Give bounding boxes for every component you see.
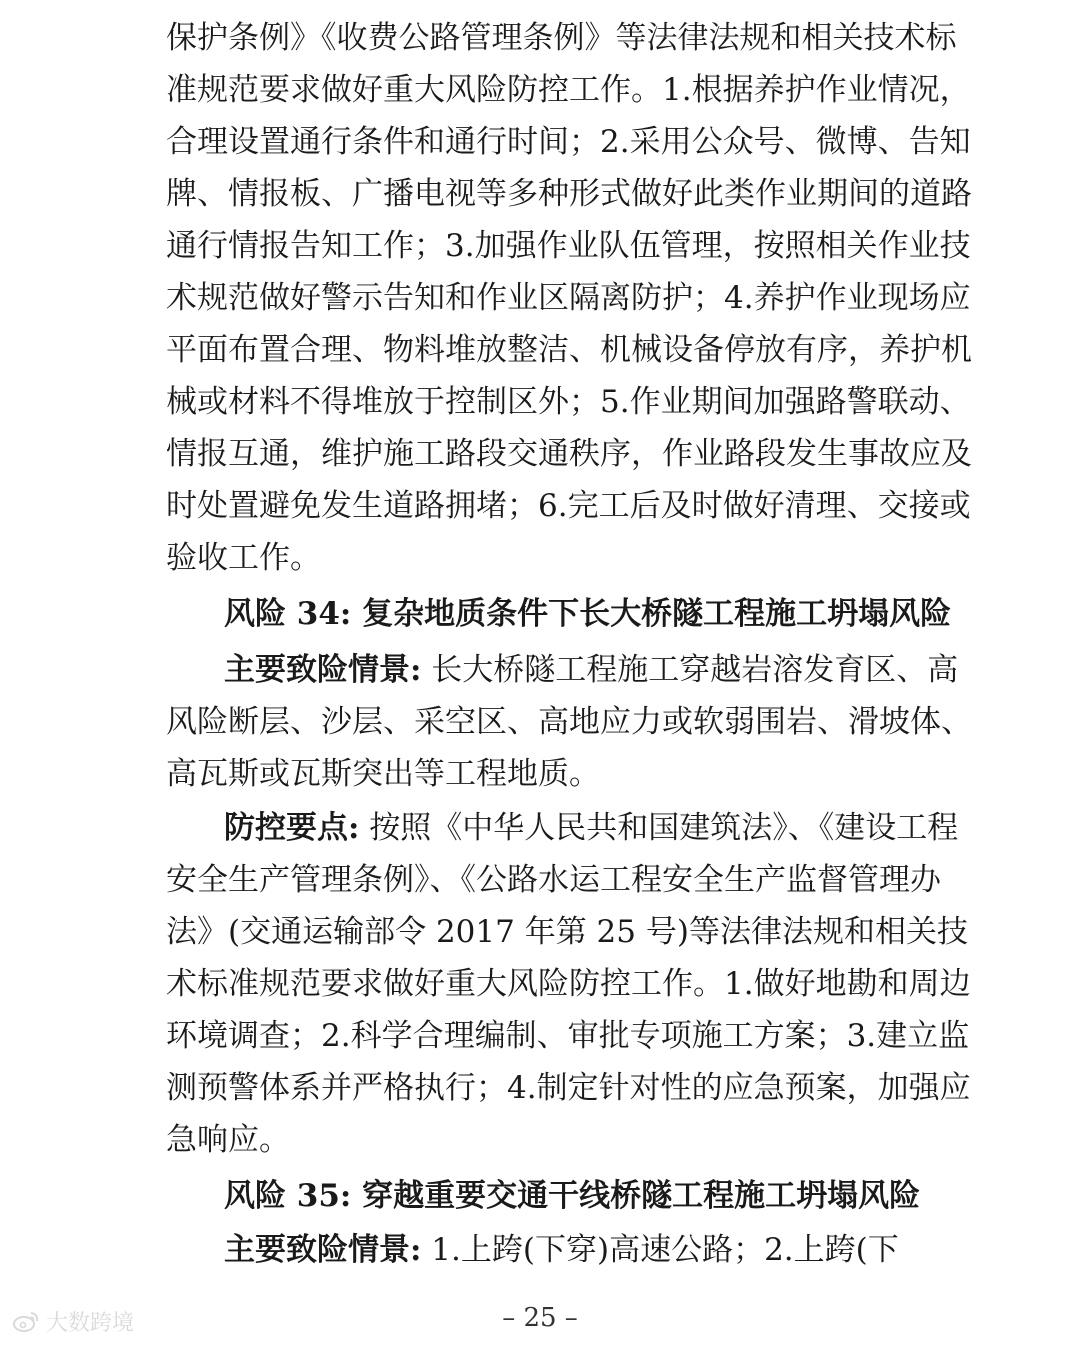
risk-34-scenario-line — [224, 650, 959, 690]
risk-34-scenario-line: 高瓦斯或瓦斯突出等工程地质。 — [166, 756, 600, 792]
control-label: 防控要点: — [224, 810, 360, 846]
risk-35-scenario-line — [224, 1230, 899, 1270]
watermark-text: 大数跨境 — [46, 1311, 135, 1336]
paragraph-line: 通行情报告知工作；3.加强作业队伍管理，按照相关作业技 — [166, 228, 971, 264]
control-text: 按照《中华人民共和国建筑法》、《建设工程 — [359, 810, 959, 846]
risk-34-control-line: 法》(交通运输部令 2017 年第 25 号)等法律法规和相关技 — [166, 914, 968, 950]
paragraph-line: 术规范做好警示告知和作业区隔离防护；4.养护作业现场应 — [166, 280, 971, 316]
watermark — [12, 1306, 134, 1337]
page-number: – 25 – — [502, 1303, 578, 1333]
risk-35-heading: 风险 35: 穿越重要交通干线桥隧工程施工坍塌风险 — [224, 1178, 921, 1214]
scenario-text: 1.上跨(下穿)高速公路；2.上跨(下 — [421, 1232, 899, 1268]
paragraph-line: 情报互通，维护施工路段交通秩序，作业路段发生事故应及 — [166, 436, 972, 472]
paragraph-line: 合理设置通行条件和通行时间；2.采用公众号、微博、告知 — [166, 124, 971, 160]
risk-34-control-line: 安全生产管理条例》、《公路水运工程安全生产监督管理办 — [166, 862, 941, 898]
scenario-text: 长大桥隧工程施工穿越岩溶发育区、高 — [421, 652, 959, 688]
risk-34-control-line: 术标准规范要求做好重大风险防控工作。1.做好地勘和周边 — [166, 966, 971, 1002]
risk-34-control-line: 测预警体系并严格执行；4.制定针对性的应急预案，加强应 — [166, 1070, 971, 1106]
paragraph-line: 时处置避免发生道路拥堵；6.完工后及时做好清理、交接或 — [166, 488, 971, 524]
paragraph-line: 牌、情报板、广播电视等多种形式做好此类作业期间的道路 — [166, 176, 972, 212]
paragraph-line: 平面布置合理、物料堆放整洁、机械设备停放有序，养护机 — [166, 332, 972, 368]
weibo-icon — [12, 1310, 40, 1334]
paragraph-line: 验收工作。 — [166, 540, 321, 576]
risk-34-heading: 风险 34: 复杂地质条件下长大桥隧工程施工坍塌风险 — [224, 596, 952, 632]
paragraph-line: 械或材料不得堆放于控制区外；5.作业期间加强路警联动、 — [166, 384, 971, 420]
risk-34-scenario-line: 风险断层、沙层、采空区、高地应力或软弱围岩、滑坡体、 — [166, 704, 972, 740]
risk-34-control-line: 环境调查；2.科学合理编制、审批专项施工方案；3.建立监 — [166, 1018, 970, 1054]
scenario-label: 主要致险情景: — [224, 652, 422, 688]
paragraph-line: 准规范要求做好重大风险防控工作。1.根据养护作业情况， — [166, 72, 971, 108]
risk-34-control-line: 急响应。 — [166, 1122, 290, 1158]
scenario-label: 主要致险情景: — [224, 1232, 422, 1268]
paragraph-line: 保护条例》《收费公路管理条例》等法律法规和相关技术标 — [166, 20, 957, 56]
risk-34-control-line — [224, 808, 959, 848]
